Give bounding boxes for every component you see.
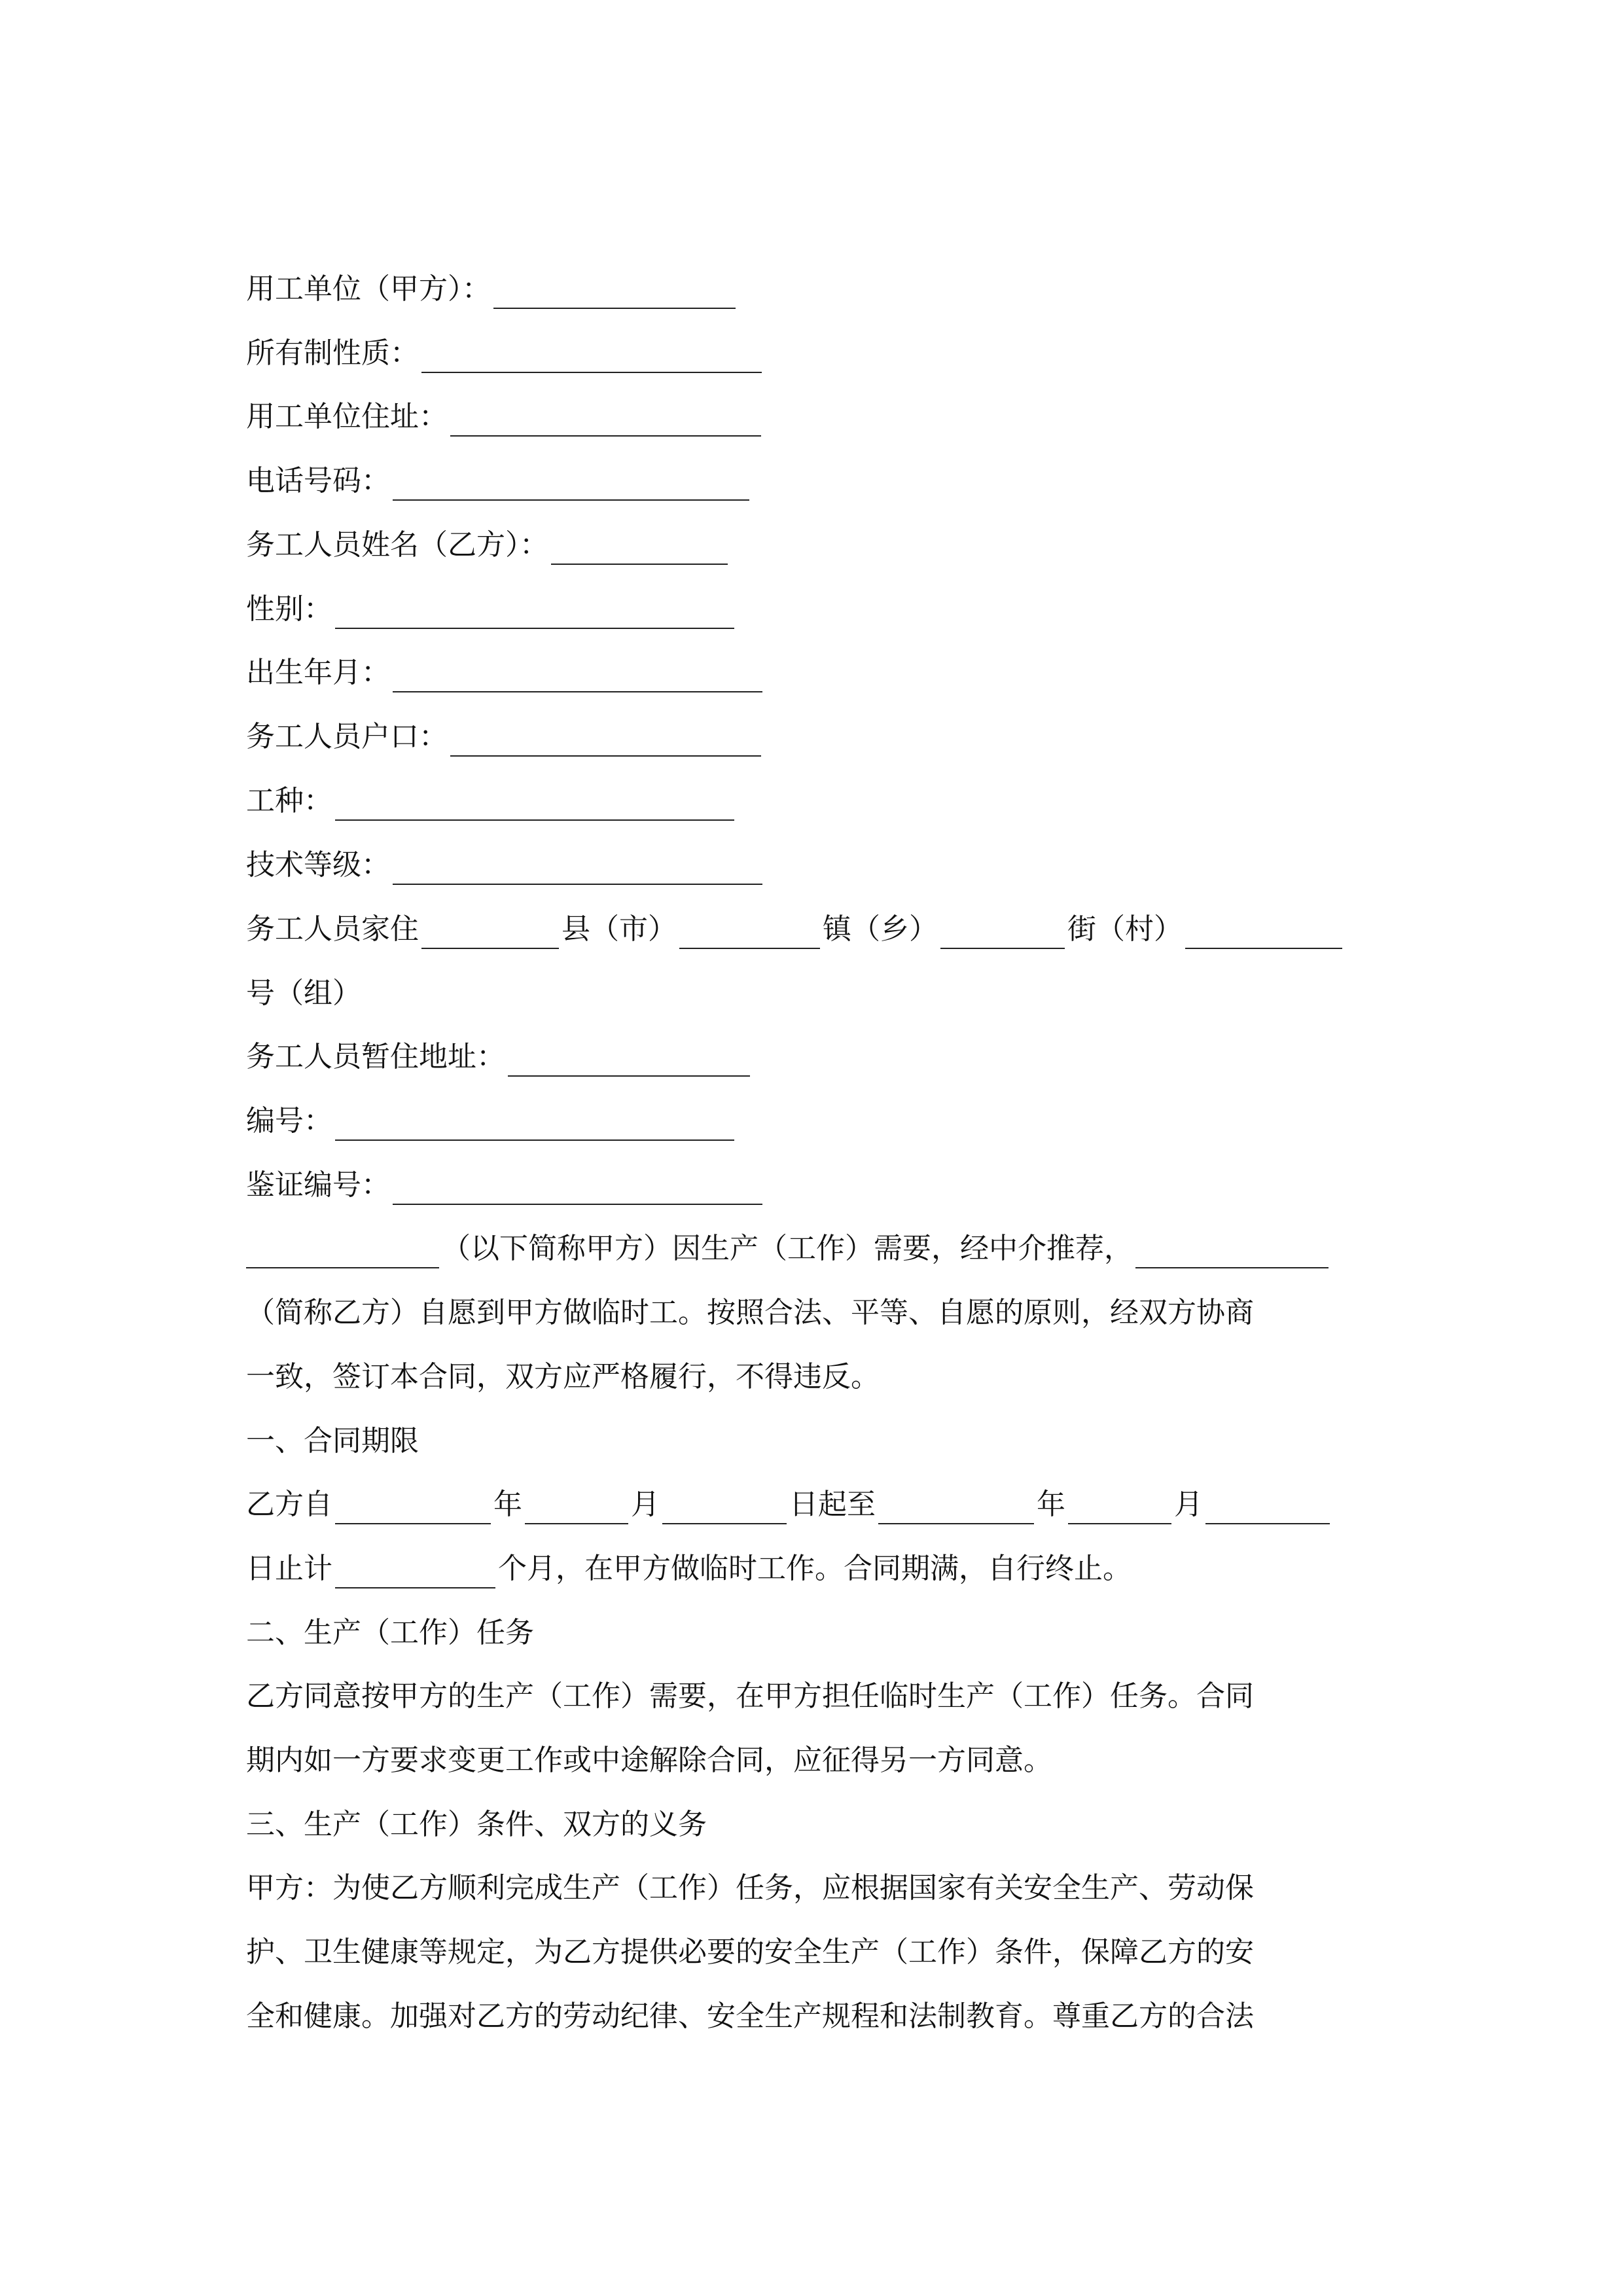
term-from-label: 乙方自 [246,1488,332,1521]
ownership-blank[interactable] [421,343,762,373]
skill-level-blank[interactable] [393,855,762,885]
term-line-1 [246,1485,1332,1524]
hukou-blank[interactable] [450,726,761,757]
hukou-row [246,717,764,757]
end-year-blank[interactable] [878,1494,1034,1524]
phone-row [246,461,752,501]
ownership-row [246,334,764,373]
home-label: 务工人员家住 [246,912,419,946]
section-2-line-1 [246,1677,1254,1716]
gender-row [246,590,737,629]
start-day-label: 日起至 [789,1488,876,1521]
hukou-label: 务工人员户口： [246,720,448,753]
section-3-text-1: 甲方：为使乙方顺利完成生产（工作）任务，应根据国家有关安全生产、劳动保 [246,1871,1254,1905]
start-day-blank[interactable] [662,1494,787,1524]
employer-address-row [246,397,764,437]
temp-address-row [246,1037,753,1077]
section-3-line-1 [246,1869,1254,1908]
section-3-text-3: 全和健康。加强对乙方的劳动纪律、安全生产规程和法制教育。尊重乙方的合法 [246,2000,1254,2033]
employer-label: 用工单位（甲方）： [246,272,491,306]
section-2-text-2: 期内如一方要求变更工作或中途解除合同，应征得另一方同意。 [246,1744,1052,1777]
worker-name-row [246,526,730,565]
home-street-blank[interactable] [940,919,1065,949]
number-row [246,1102,737,1141]
start-year-label: 年 [493,1488,522,1521]
term-line-2 [246,1549,1132,1588]
home-county-blank[interactable] [421,919,559,949]
section-1-heading [246,1422,419,1461]
phone-blank[interactable] [393,471,749,501]
intro-text-3: 一致，签订本合同，双方应严格履行，不得违反。 [246,1360,880,1393]
employer-blank[interactable] [493,279,736,309]
section-2-text-1: 乙方同意按甲方的生产（工作）需要，在甲方担任临时生产（工作）任务。合同 [246,1679,1254,1713]
number-blank[interactable] [335,1111,734,1141]
start-year-blank[interactable] [335,1494,491,1524]
job-type-label: 工种： [246,784,332,817]
start-month-blank[interactable] [525,1494,628,1524]
intro-line-3 [246,1357,880,1397]
party-a-blank[interactable] [246,1238,439,1268]
home-town-label: 镇（乡） [823,912,938,946]
end-day-blank[interactable] [1205,1494,1330,1524]
section-1-title: 一、合同期限 [246,1424,419,1458]
months-text: 个月，在甲方做临时工作。合同期满，自行终止。 [498,1552,1132,1585]
worker-name-blank[interactable] [551,535,728,565]
end-month-label: 月 [1174,1488,1203,1521]
home-number-blank[interactable] [1185,919,1342,949]
skill-level-label: 技术等级： [246,848,390,882]
section-2-heading [246,1613,534,1653]
home-street-label: 街（村） [1067,912,1183,946]
home-town-blank[interactable] [679,919,820,949]
end-month-blank[interactable] [1068,1494,1171,1524]
intro-text-1: （以下简称甲方）因生产（工作）需要，经中介推荐， [442,1232,1133,1265]
home-group-row [246,974,361,1013]
months-count-blank[interactable] [335,1558,495,1588]
gender-blank[interactable] [335,599,734,629]
party-b-blank[interactable] [1135,1238,1329,1268]
intro-line-1 [246,1229,1331,1268]
start-month-label: 月 [631,1488,660,1521]
home-group-label: 号（组） [246,977,361,1010]
term-to-label: 日止计 [246,1552,332,1585]
employer-row [246,270,738,309]
number-label: 编号： [246,1104,332,1138]
temp-address-blank[interactable] [508,1047,750,1077]
section-2-line-2 [246,1741,1052,1780]
phone-label: 电话号码： [246,464,390,497]
home-county-label: 县（市） [562,912,677,946]
intro-line-2 [246,1293,1254,1333]
job-type-blank[interactable] [335,791,734,821]
section-3-line-2 [246,1933,1254,1972]
birth-row [246,653,765,692]
section-3-line-3 [246,1997,1254,2036]
end-year-label: 年 [1037,1488,1065,1521]
gender-label: 性别： [246,592,332,626]
ownership-label: 所有制性质： [246,336,419,370]
cert-number-label: 鉴证编号： [246,1168,390,1202]
birth-label: 出生年月： [246,656,390,689]
section-3-text-2: 护、卫生健康等规定，为乙方提供必要的安全生产（工作）条件，保障乙方的安 [246,1935,1254,1969]
job-type-row [246,781,737,821]
skill-level-row [246,846,765,885]
birth-blank[interactable] [393,662,762,692]
temp-address-label: 务工人员暂住地址： [246,1040,505,1073]
cert-number-blank[interactable] [393,1175,762,1205]
intro-text-2: （简称乙方）自愿到甲方做临时工。按照合法、平等、自愿的原则，经双方协商 [246,1296,1254,1329]
home-row [246,910,1345,949]
section-3-heading [246,1805,707,1844]
section-3-title: 三、生产（工作）条件、双方的义务 [246,1808,707,1841]
employer-address-label: 用工单位住址： [246,400,448,433]
cert-number-row [246,1166,765,1205]
worker-name-label: 务工人员姓名（乙方）： [246,528,548,562]
employer-address-blank[interactable] [450,406,761,437]
section-2-title: 二、生产（工作）任务 [246,1616,534,1649]
